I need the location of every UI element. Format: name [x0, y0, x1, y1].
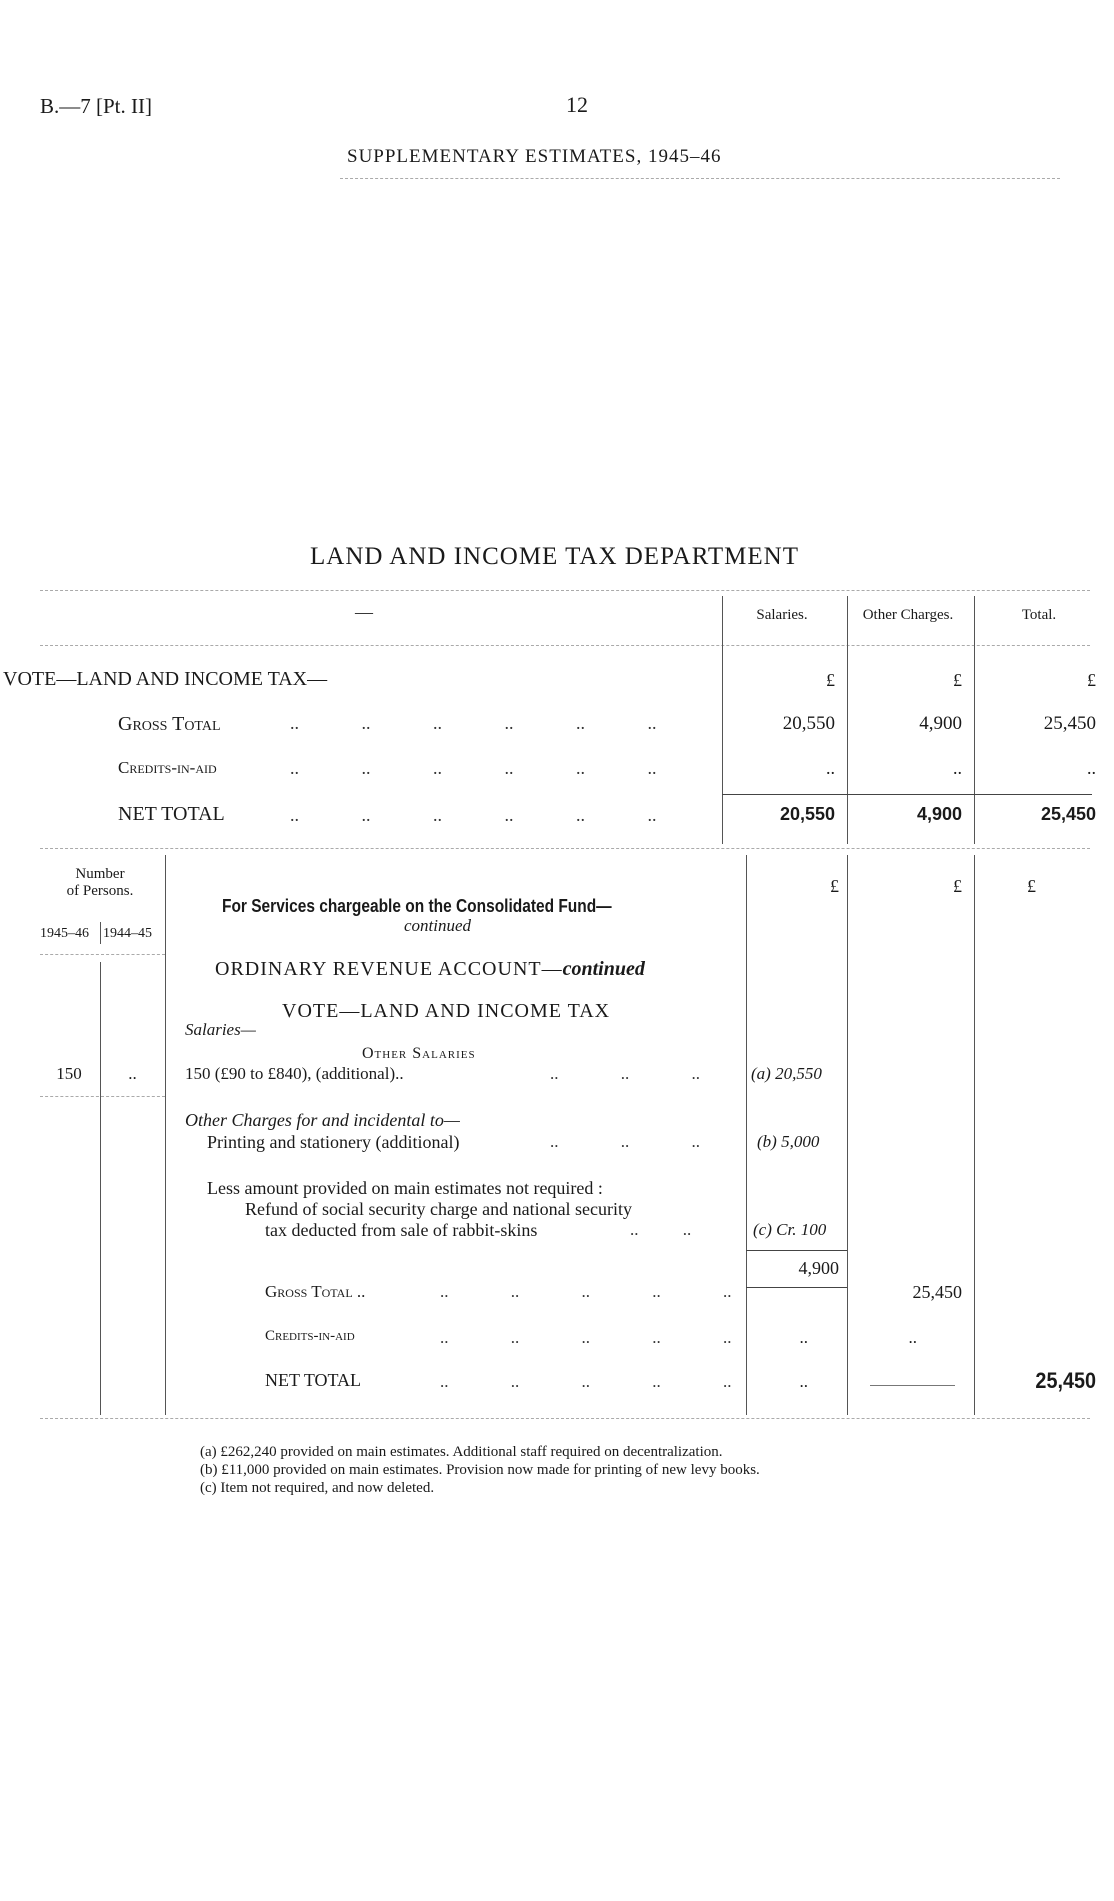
cell-other-charges: .. — [908, 1328, 917, 1347]
cell-total: 25,450 — [1043, 713, 1096, 734]
currency-symbol: £ — [826, 670, 835, 690]
column-heading-salaries: Salaries. — [756, 607, 808, 623]
other-charges-label: Other Charges for and incidental to— — [185, 1110, 460, 1130]
other-salaries-label: Other Salaries — [362, 1045, 476, 1062]
subtotal-rule — [746, 1250, 847, 1251]
document-reference: B.—7 [Pt. II] — [40, 94, 152, 118]
less-amount-line-2: Refund of social security charge and national security — [245, 1199, 633, 1219]
page-subtitle: SUPPLEMENTARY ESTIMATES, 1945–46 — [347, 146, 722, 167]
vote-heading: VOTE—LAND AND INCOME TAX — [282, 1000, 611, 1022]
leader-dots: .. .. .. .. .. — [440, 1372, 732, 1391]
detail-column-rule — [100, 962, 101, 1415]
footnote-b: (b) £11,000 provided on main estimates. Provision now made for printing of new levy books. — [200, 1462, 760, 1478]
row-label: Gross Total — [118, 713, 221, 735]
year-heading-1944-45: 1944–45 — [103, 926, 152, 941]
row-label: Gross Total .. — [265, 1282, 366, 1301]
year-divider — [100, 922, 101, 944]
summary-bottom-rule — [40, 848, 1090, 849]
less-amount-value — [753, 1220, 826, 1240]
column-heading-other-charges: Other Charges. — [862, 607, 954, 623]
leader-dots: .. .. — [630, 1220, 692, 1239]
leader-dots: .. .. .. — [550, 1132, 700, 1151]
cell-total: 25,450 — [1040, 804, 1096, 824]
net-total-rule — [722, 794, 1092, 795]
leader-dots: .. .. .. .. .. .. — [290, 758, 657, 778]
summary-blank-heading: — — [355, 602, 373, 622]
persons-1944-45: .. — [128, 1064, 137, 1083]
currency-symbol: £ — [953, 876, 962, 896]
gross-total-rule — [746, 1287, 847, 1288]
currency-symbol: £ — [1027, 876, 1036, 896]
detail-column-rule — [974, 855, 975, 1415]
printing-amount: (b) 5,000 — [757, 1132, 820, 1151]
leader-dots: .. .. .. .. .. — [440, 1328, 732, 1347]
row-label: NET TOTAL — [265, 1370, 362, 1390]
cell-other-charges: 4,900 — [916, 804, 962, 824]
salary-line-text: 150 (£90 to £840), (additional).. — [185, 1064, 404, 1083]
row-label: Credits-in-aid — [118, 758, 217, 777]
persons-1945-46: 150 — [56, 1064, 82, 1083]
summary-top-rule — [40, 590, 1090, 591]
net-total-dash — [870, 1385, 955, 1386]
department-title: LAND AND INCOME TAX DEPARTMENT — [310, 543, 800, 570]
cell-salaries: .. — [799, 1328, 808, 1347]
cell-other-charges: .. — [953, 758, 962, 778]
currency-symbol: £ — [953, 670, 962, 690]
vote-label: VOTE—LAND AND INCOME TAX— — [3, 668, 328, 690]
less-amount-line-3: tax deducted from sale of rabbit-skins — [265, 1220, 538, 1240]
currency-symbol: £ — [1087, 670, 1096, 690]
salary-rule — [40, 1096, 165, 1097]
cell-other-charges: 25,450 — [912, 1282, 962, 1302]
currency-symbol: £ — [830, 876, 839, 896]
account-heading-continued: continued — [562, 958, 645, 980]
leader-dots: .. .. .. .. .. .. — [290, 713, 657, 733]
persons-heading: Number of Persons. — [66, 866, 134, 899]
printing-line-text: Printing and stationery (additional) — [207, 1132, 460, 1152]
account-heading — [215, 958, 645, 981]
page-number: 12 — [566, 92, 588, 117]
detail-bottom-rule — [40, 1418, 1090, 1419]
header-rule — [340, 178, 1060, 179]
cell-salaries: 20,550 — [782, 713, 835, 734]
column-heading-total: Total. — [1021, 607, 1057, 623]
detail-column-rule — [165, 855, 166, 1415]
cell-salaries: 20,550 — [779, 804, 835, 824]
fund-heading: For Services chargeable on the Consolidated Fund— — [222, 896, 612, 916]
year-heading-1945-46: 1945–46 — [40, 926, 89, 941]
account-heading-text: ORDINARY REVENUE ACCOUNT— — [215, 958, 563, 980]
leader-dots: .. .. .. .. .. — [440, 1282, 732, 1301]
footnote-c: (c) Item not required, and now deleted. — [200, 1480, 435, 1496]
salaries-label: Salaries— — [185, 1020, 256, 1039]
leader-dots: .. .. .. — [550, 1064, 700, 1083]
cell-salaries: .. — [826, 758, 835, 778]
footnote-a: (a) £262,240 provided on main estimates. Additional staff required on decentralization. — [200, 1444, 723, 1460]
row-label: Credits-in-aid — [265, 1328, 355, 1344]
years-rule — [40, 954, 165, 955]
less-amount-text: (c) Cr. 100 — [753, 1220, 827, 1239]
row-label: NET TOTAL — [118, 803, 225, 825]
cell-total: 25,450 — [1035, 1368, 1096, 1393]
fund-heading-continued: continued — [404, 916, 472, 935]
less-amount-line-1: Less amount provided on main estimates not required : — [207, 1178, 603, 1198]
subtotal-amount: 4,900 — [798, 1258, 839, 1278]
summary-heading-rule — [40, 645, 1090, 646]
cell-salaries: .. — [799, 1372, 808, 1391]
cell-total: .. — [1087, 758, 1096, 778]
salary-amount: (a) 20,550 — [751, 1064, 822, 1083]
cell-other-charges: 4,900 — [919, 713, 962, 734]
leader-dots: .. .. .. .. .. .. — [290, 805, 657, 825]
